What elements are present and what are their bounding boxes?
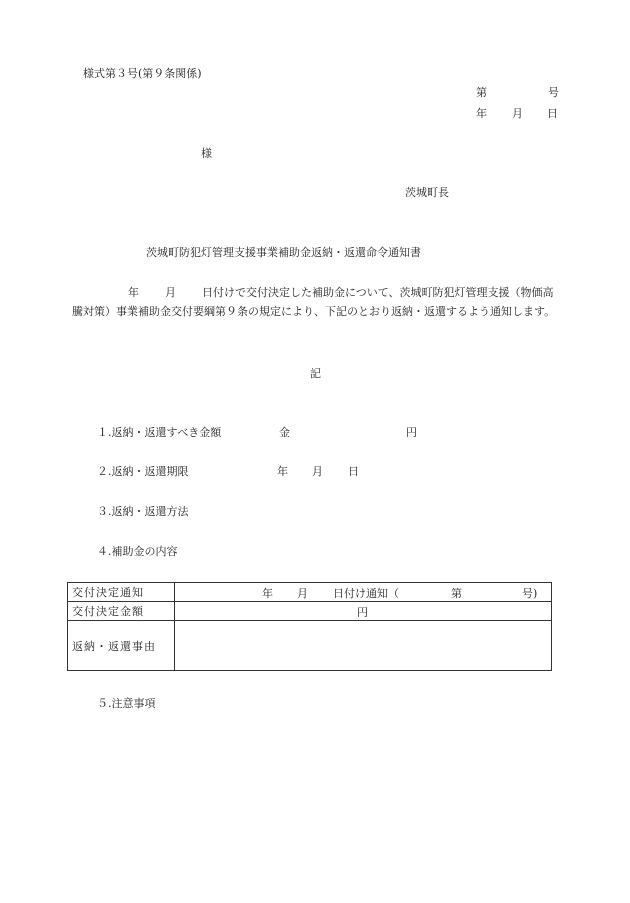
body-month: 月 — [165, 286, 176, 299]
notice-month: 月 — [297, 587, 308, 600]
document-number-suffix: 号 — [548, 86, 559, 99]
amount-yen: 円 — [357, 606, 368, 619]
addressee-suffix: 様 — [201, 147, 212, 160]
notice-year: 年 — [262, 587, 273, 600]
notice-date-text: 日付け通知（ — [333, 587, 399, 600]
form-number: 様式第３号(第９条関係) — [83, 67, 202, 80]
decision-amount-label: 交付決定金額 — [68, 602, 175, 621]
notice-dai: 第 — [451, 587, 462, 600]
body-text: 日付けで交付決定した補助金について、茨城町防犯灯管理支援（物価高騰対策）事業補助金交付要綱第９条の規定により、下記のとおり返納・返還するよう通知します。 — [72, 286, 556, 318]
item2-month: 月 — [312, 465, 323, 478]
return-reason-value — [175, 621, 552, 671]
item1-kin: 金 — [279, 426, 290, 439]
date-day: 日 — [547, 107, 558, 120]
date-month: 月 — [512, 107, 523, 120]
document-number-prefix: 第 — [476, 86, 487, 99]
item1-yen: 円 — [406, 426, 417, 439]
item3-label: ３.返納・返還方法 — [97, 505, 189, 518]
table-row — [68, 602, 552, 621]
decision-notice-label: 交付決定通知 — [68, 583, 175, 602]
item2-day: 日 — [348, 465, 359, 478]
ki-label: 記 — [310, 367, 321, 380]
return-reason-label: 返納・返還事由 — [68, 621, 175, 671]
item4-label: ４.補助金の内容 — [97, 545, 178, 558]
grant-details-table — [67, 582, 552, 671]
decision-notice-value — [175, 583, 552, 602]
table-row — [68, 583, 552, 602]
table-row — [68, 621, 552, 671]
notice-go: 号) — [522, 587, 538, 600]
body-paragraph — [72, 283, 560, 321]
item5-label: ５.注意事項 — [97, 697, 156, 710]
item2-year: 年 — [277, 465, 288, 478]
document-title: 茨城町防犯灯管理支援事業補助金返納・返還命令通知書 — [146, 246, 421, 259]
issuer: 茨城町長 — [405, 186, 449, 199]
decision-amount-value — [175, 602, 552, 621]
item2-label: ２.返納・返還期限 — [97, 465, 189, 478]
item1-label: １.返納・返還すべき金額 — [97, 426, 222, 439]
date-year: 年 — [476, 107, 487, 120]
body-year: 年 — [128, 286, 139, 299]
